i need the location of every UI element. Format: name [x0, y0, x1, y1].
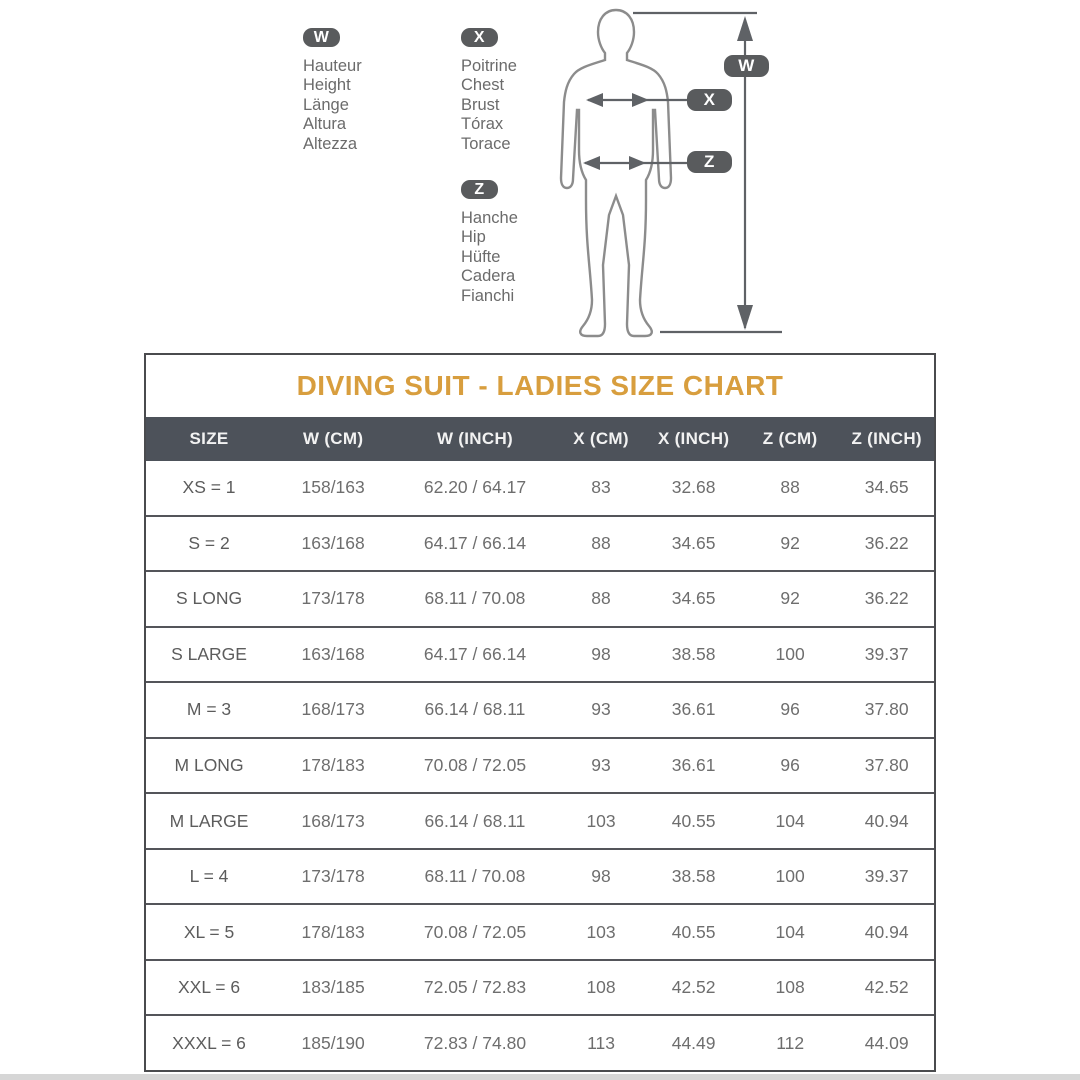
legend-height [303, 28, 362, 154]
table-row [146, 792, 934, 848]
table-cell: 98 [591, 866, 611, 887]
table-cell: 34.65 [864, 477, 909, 498]
legend-label: Cadera [461, 267, 516, 286]
table-cell: 104 [775, 921, 805, 942]
height-badge-icon: W [303, 28, 340, 47]
table-cell: 40.55 [671, 810, 716, 831]
table-cell: 108 [586, 977, 616, 998]
table-cell: 40.55 [671, 921, 716, 942]
table-cell: 66.14 / 68.11 [424, 810, 526, 831]
measurement-diagram [0, 0, 1080, 346]
legend-label: Brust [461, 95, 500, 114]
legend-chest-labels [461, 57, 517, 154]
table-cell: 112 [776, 1032, 805, 1053]
table-cell: 178/183 [301, 921, 365, 942]
table-cell: XXXL = 6 [172, 1032, 246, 1053]
table-cell: 163/168 [301, 532, 365, 553]
table-cell: 158/163 [301, 477, 365, 498]
column-header: Z (INCH) [851, 429, 922, 448]
table-cell: 36.22 [864, 532, 909, 553]
table-cell: 68.11 / 70.08 [424, 588, 526, 609]
legend-label: Height [303, 76, 351, 95]
table-cell: 34.65 [671, 588, 716, 609]
table-cell: 88 [591, 532, 611, 553]
table-cell: 113 [587, 1032, 615, 1053]
column-header: W (INCH) [436, 429, 513, 448]
table-cell: XS = 1 [182, 477, 236, 498]
table-cell: 88 [591, 588, 611, 609]
table-cell: M = 3 [186, 699, 232, 720]
hip-badge-icon: Z [461, 180, 498, 199]
table-cell: 66.14 / 68.11 [424, 699, 526, 720]
legend-chest [461, 28, 517, 154]
table-cell: 92 [780, 532, 800, 553]
table-cell: 64.17 / 66.14 [423, 532, 527, 553]
table-cell: 38.58 [671, 866, 716, 887]
table-cell: M LARGE [169, 810, 249, 831]
table-cell: 173/178 [301, 866, 365, 887]
table-cell: 44.49 [671, 1032, 716, 1053]
legend-label: Chest [461, 76, 505, 95]
size-chart-table [144, 353, 936, 1072]
chest-measure-arrow [586, 93, 687, 107]
table-header-row [146, 417, 934, 461]
table-row [146, 461, 934, 515]
table-row [146, 1014, 934, 1070]
table-cell: 70.08 / 72.05 [423, 921, 527, 942]
figure-and-arrows-graphic [0, 0, 1080, 346]
table-cell: 173/178 [301, 588, 365, 609]
table-cell: 42.52 [864, 977, 909, 998]
size-chart-title: DIVING SUIT - LADIES SIZE CHART [296, 370, 784, 401]
table-cell: XL = 5 [183, 921, 235, 942]
table-cell: S LARGE [171, 643, 247, 664]
table-cell: 104 [775, 810, 805, 831]
body-outline-figure [561, 10, 671, 336]
table-cell: 44.09 [864, 1032, 909, 1053]
table-cell: 42.52 [671, 977, 716, 998]
table-cell: 70.08 / 72.05 [423, 755, 527, 775]
table-cell: 39.37 [864, 643, 909, 664]
table-row [146, 626, 934, 682]
table-cell: L = 4 [189, 866, 229, 887]
legend-label: Hip [461, 228, 486, 247]
table-cell: 39.37 [864, 866, 909, 887]
column-header: X (INCH) [657, 429, 730, 448]
table-cell: 38.58 [671, 643, 716, 664]
column-header: X (CM) [573, 429, 629, 448]
table-cell: 93 [591, 699, 611, 720]
table-cell: 36.22 [864, 588, 909, 609]
table-cell: 96 [780, 755, 800, 775]
table-cell: 108 [775, 977, 805, 998]
table-cell: 183/185 [301, 977, 365, 998]
table-row [146, 959, 934, 1015]
legend-label: Hanche [461, 209, 518, 227]
table-cell: S LONG [175, 588, 243, 609]
table-row [146, 681, 934, 737]
column-header: Z (CM) [762, 429, 818, 448]
table-cell: 178/183 [301, 755, 365, 775]
table-cell: 100 [775, 643, 805, 664]
figure-height-badge-icon: W [724, 55, 769, 77]
legend-label: Poitrine [461, 57, 517, 75]
table-cell: 168/173 [301, 699, 365, 720]
legend-label: Länge [303, 95, 349, 114]
table-cell: 168/173 [301, 810, 365, 831]
column-header: SIZE [189, 429, 229, 448]
legend-label: Altezza [303, 134, 358, 153]
table-cell: 98 [591, 643, 611, 664]
table-cell: 32.68 [671, 477, 716, 498]
table-cell: XXL = 6 [177, 977, 241, 998]
chest-badge-icon: X [461, 28, 498, 47]
table-cell: 36.61 [671, 755, 716, 775]
legend-hip [461, 180, 518, 306]
legend-label: Torace [461, 134, 511, 153]
table-cell: 93 [591, 755, 611, 775]
table-cell: 96 [780, 699, 800, 720]
table-cell: 83 [591, 477, 611, 498]
legend-label: Tórax [461, 115, 504, 134]
table-cell: 185/190 [301, 1032, 365, 1053]
table-cell: 92 [780, 588, 800, 609]
column-header: W (CM) [302, 429, 364, 448]
table-cell: 34.65 [671, 532, 716, 553]
legend-label: Altura [303, 115, 347, 134]
table-cell: 100 [775, 866, 805, 887]
table-cell: 163/168 [301, 643, 365, 664]
legend-hip-labels [461, 209, 518, 306]
table-cell: 103 [586, 921, 616, 942]
table-cell: 37.80 [864, 699, 909, 720]
table-cell: 36.61 [671, 699, 716, 720]
table-cell: 72.05 / 72.83 [423, 977, 527, 998]
table-cell: 103 [586, 810, 616, 831]
table-row [146, 515, 934, 571]
figure-hip-badge-icon: Z [687, 151, 732, 173]
table-row [146, 903, 934, 959]
bottom-divider [0, 1074, 1080, 1080]
table-cell: 62.20 / 64.17 [423, 477, 527, 498]
table-row [146, 737, 934, 793]
table-row [146, 570, 934, 626]
table-body [146, 461, 934, 1070]
legend-height-labels [303, 57, 362, 154]
table-cell: S = 2 [188, 532, 230, 553]
table-cell: 64.17 / 66.14 [423, 643, 527, 664]
figure-chest-badge-icon: X [687, 89, 732, 111]
table-row [146, 848, 934, 904]
table-cell: 88 [780, 477, 800, 498]
table-cell: 68.11 / 70.08 [424, 866, 526, 887]
table-cell: 37.80 [864, 755, 909, 775]
legend-label: Hauteur [303, 57, 362, 75]
legend-label: Fianchi [461, 286, 515, 305]
table-cell: 40.94 [864, 921, 909, 942]
table-cell: 72.83 / 74.80 [423, 1032, 527, 1053]
table-cell: M LONG [174, 755, 244, 775]
table-cell: 40.94 [864, 810, 909, 831]
legend-label: Hüfte [461, 247, 501, 266]
